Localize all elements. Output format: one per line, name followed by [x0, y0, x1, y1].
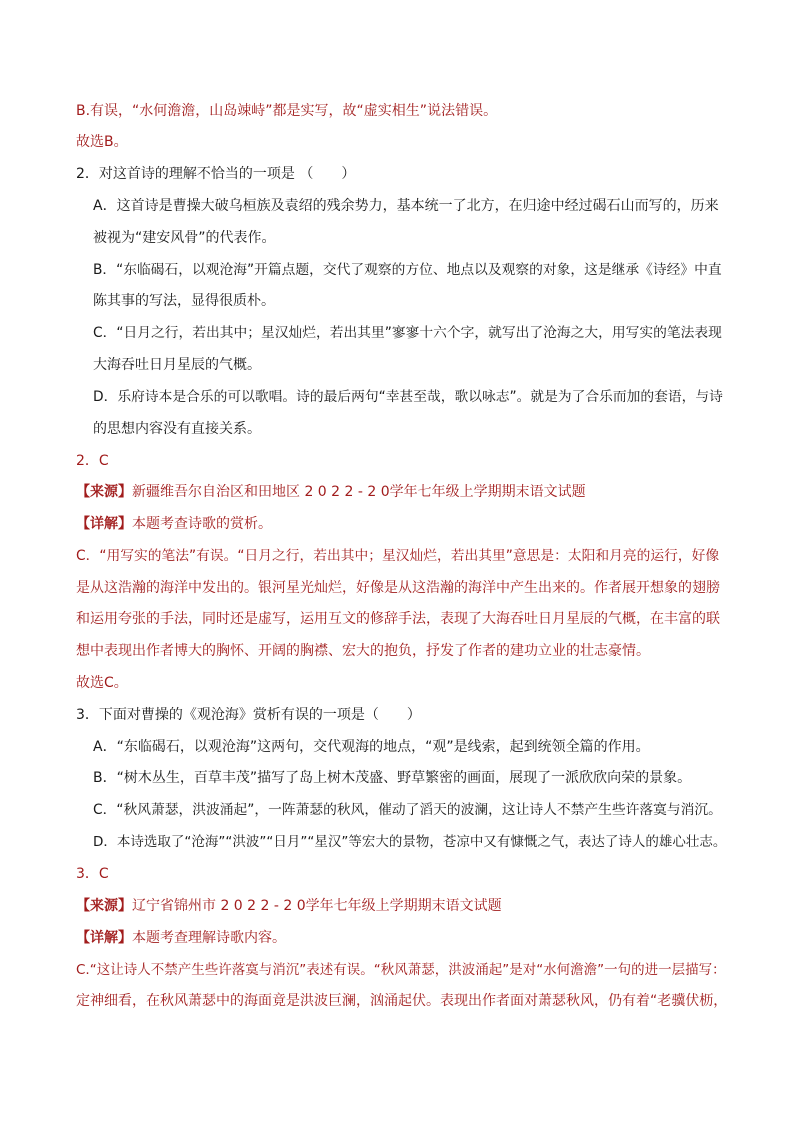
q3-option-c: C．“秋风萧瑟，洪波涌起”，一阵萧瑟的秋风，催动了滔天的波澜，这让诗人不禁产生些许落寞与消沉。 [93, 802, 722, 818]
source-tag: 【来源】 [76, 898, 132, 914]
q3-option-d: D．本诗选取了“沧海”“洪波”“日月”“星汉”等宏大的景物，苍凉中又有慷慨之气，表达了诗人的雄心壮志。 [93, 834, 727, 850]
q1-answer-note: 故选B。 [76, 134, 128, 150]
detail-tag: 【详解】 [76, 516, 132, 532]
q3-explanation-line: 定神细看，在秋风萧瑟中的海面竟是洪波巨澜，汹涌起伏。表现出作者面对萧瑟秋风，仍有着“老骥伏枥， [76, 993, 728, 1009]
detail-text: 本题考查理解诗歌内容。 [132, 930, 286, 946]
q2-answer-note: 故选C。 [76, 675, 128, 691]
q3-option-a: A．“东临碣石，以观沧海”这两句，交代观海的地点，“观”是线索，起到统领全篇的作用。 [93, 739, 650, 755]
q2-explanation-line: C．“用写实的笔法”有误。“日月之行，若出其中；星汉灿烂，若出其里”意思是：太阳和月亮的运行，好像 [76, 548, 720, 564]
q2-option-b-line1: B．“东临碣石，以观沧海”开篇点题，交代了观察的方位、地点以及观察的对象，这是继承《诗经》中直 [93, 262, 722, 278]
q2-explanation-line: 是从这浩瀚的海洋中发出的。银河星光灿烂，好像是从这浩瀚的海洋中产生出来的。作者展开想象的翅膀 [76, 580, 720, 596]
q2-detail-line [76, 514, 272, 534]
detail-text: 本题考查诗歌的赏析。 [132, 516, 272, 532]
q2-stem: 2．对这首诗的理解不恰当的一项是 （ ） [76, 166, 356, 182]
q3-option-b: B．“树木丛生，百草丰茂”描写了岛上树木茂盛、野草繁密的画面，展现了一派欣欣向荣的景象。 [93, 770, 692, 786]
q2-option-b-line2: 陈其事的写法，显得很质朴。 [93, 293, 275, 309]
q2-source-line [76, 482, 586, 502]
source-text: 新疆维吾尔自治区和田地区 2 0 2 2 - 2 0学年七年级上学期期末语文试题 [132, 484, 586, 500]
q2-option-c-line1: C．“日月之行，若出其中；星汉灿烂，若出其里”寥寥十六个字，就写出了沧海之大，用写实的笔法表现 [93, 325, 722, 341]
source-text: 辽宁省锦州市 2 0 2 2 - 2 0学年七年级上学期期末语文试题 [132, 898, 502, 914]
q2-explanation-line: 和运用夸张的手法，同时还是虚写，运用互文的修辞手法，表现了大海吞吐日月星辰的气概，在丰富的联 [76, 611, 720, 627]
q2-explanation-line: 想中表现出作者博大的胸怀、开阔的胸襟、宏大的抱负，抒发了作者的建功立业的壮志豪情。 [76, 643, 650, 659]
q2-option-c-line2: 大海吞吐日月星辰的气概。 [93, 357, 261, 373]
q3-stem: 3．下面对曹操的《观沧海》赏析有误的一项是（ ） [76, 707, 421, 723]
q2-option-d-line1: D．乐府诗本是合乐的可以歌唱。诗的最后两句“幸甚至哉，歌以咏志”。就是为了合乐而加的套语，与诗 [93, 389, 723, 405]
q3-explanation-line: C.“这让诗人不禁产生些许落寞与消沉”表述有误。“秋风萧瑟，洪波涌起”是对“水何澹澹”一句的进一层描写： [76, 962, 726, 978]
q2-option-a-line1: A．这首诗是曹操大破乌桓族及袁绍的残余势力，基本统一了北方，在归途中经过碣石山而写的，历来 [93, 198, 719, 214]
q2-answer: 2．C [76, 453, 109, 469]
q3-source-line [76, 896, 502, 916]
q3-answer: 3．C [76, 866, 109, 882]
source-tag: 【来源】 [76, 484, 132, 500]
q1-explanation-line: B.有误，“水何澹澹，山岛竦峙”都是实写，故“虚实相生”说法错误。 [76, 103, 498, 119]
q2-option-a-line2: 被视为“建安风骨”的代表作。 [93, 230, 276, 246]
q2-option-d-line2: 的思想内容没有直接关系。 [93, 421, 261, 437]
detail-tag: 【详解】 [76, 930, 132, 946]
q3-detail-line [76, 928, 286, 948]
